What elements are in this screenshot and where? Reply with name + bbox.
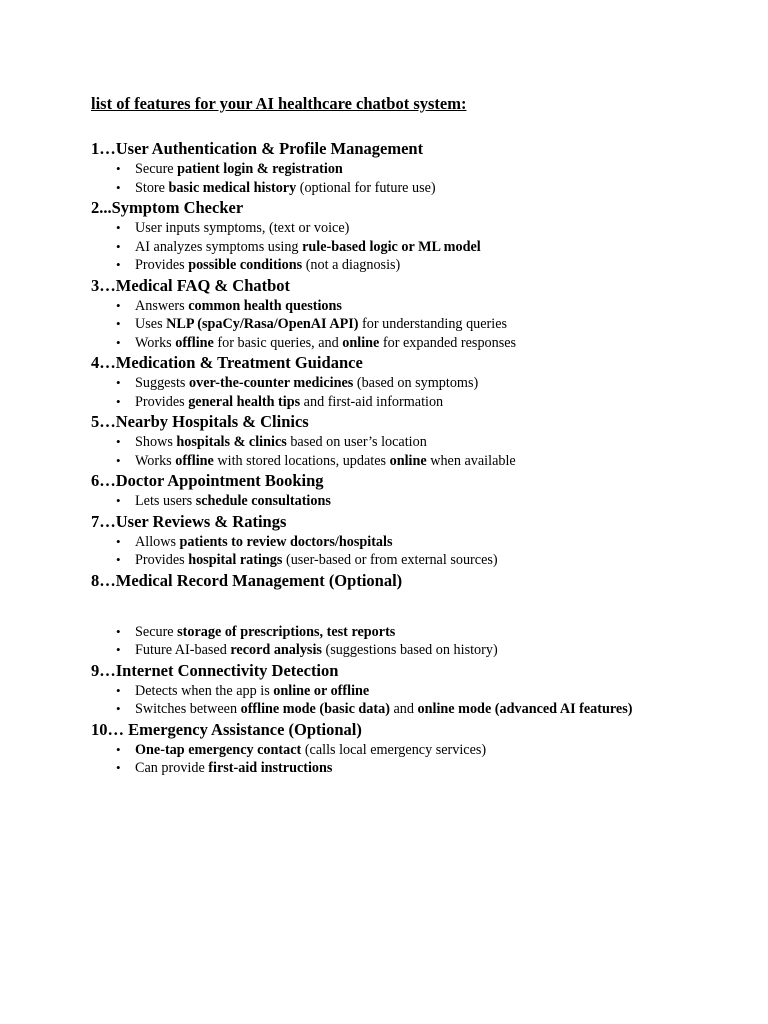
section-number: 5… [91, 412, 116, 431]
section-title: Doctor Appointment Booking [115, 471, 324, 490]
bold-text: patients to review doctors/hospitals [179, 533, 393, 550]
bullet-list [91, 297, 731, 353]
section-heading [91, 138, 731, 160]
bold-text: hospital ratings [188, 552, 283, 568]
text-run: Shows [135, 434, 177, 450]
list-item [91, 256, 731, 275]
text-run: AI analyzes symptoms using [135, 238, 303, 255]
text-run: (suggestions based on history) [321, 642, 498, 658]
section-title: Medication & Treatment Guidance [115, 353, 363, 372]
bold-text: record analysis [230, 642, 322, 658]
text-run: when available [426, 452, 516, 469]
document-title: list of features for your AI healthcare chatbot system: [91, 94, 467, 113]
bold-text: first-aid instructions [208, 760, 333, 776]
list-item [91, 759, 731, 778]
list-item [91, 179, 731, 198]
section-number: 6… [91, 471, 116, 490]
list-item [91, 623, 731, 642]
document-page [91, 93, 731, 778]
section-title: User Reviews & Ratings [115, 511, 287, 531]
bullet-list [91, 623, 731, 660]
text-run: based on user’s location [286, 434, 427, 450]
list-item [91, 492, 731, 511]
list-item [91, 374, 731, 393]
list-item [91, 297, 731, 316]
bold-text: rule-based logic or ML model [302, 238, 481, 255]
section-heading [91, 470, 731, 492]
section-number: 3… [91, 275, 116, 295]
bold-text: schedule consultations [195, 493, 331, 509]
text-run: Uses [135, 316, 167, 332]
bold-text: One-tap emergency contact [135, 741, 302, 758]
section-number: 9… [91, 660, 116, 680]
list-item [91, 700, 731, 719]
section-number: 10… [91, 719, 124, 739]
text-run: User inputs symptoms, (text or voice) [135, 220, 350, 236]
bold-text: offline mode (basic data) [240, 701, 390, 717]
list-item [91, 551, 731, 570]
bold-text: online [389, 452, 427, 469]
section-heading [91, 660, 731, 682]
text-run: Works [135, 334, 176, 351]
text-run: Secure [135, 161, 178, 177]
list-item [91, 160, 731, 179]
text-run: with stored locations, updates [213, 452, 390, 469]
text-run: Can provide [135, 760, 209, 776]
section-heading [91, 511, 731, 533]
section-number: 4… [91, 353, 116, 372]
list-item [91, 452, 731, 471]
text-run: Store [135, 179, 169, 196]
section-heading [91, 352, 731, 374]
section-title: Symptom Checker [111, 198, 244, 217]
section-heading [91, 719, 731, 741]
list-item [91, 315, 731, 334]
section-heading [91, 411, 731, 433]
bullet-list [91, 682, 731, 719]
text-run: Provides [135, 552, 189, 568]
text-run: (optional for future use) [296, 179, 436, 196]
text-run: (calls local emergency services) [301, 741, 487, 758]
text-run: Provides [135, 393, 189, 410]
text-run: Provides [135, 257, 189, 273]
text-run: Detects when the app is [135, 682, 274, 699]
text-run: Future AI-based [135, 642, 231, 658]
text-run: Secure [135, 623, 178, 640]
text-run: for understanding queries [358, 316, 508, 332]
section-heading [91, 275, 731, 297]
section-heading [91, 197, 731, 219]
section-number: 7… [91, 511, 116, 531]
bold-text: general health tips [188, 393, 301, 410]
text-run: Switches between [135, 701, 241, 717]
section-title: Nearby Hospitals & Clinics [115, 412, 309, 431]
section-title: Internet Connectivity Detection [115, 660, 339, 680]
text-run: for expanded responses [379, 334, 517, 351]
bold-text: offline [175, 452, 214, 469]
bullet-list [91, 741, 731, 778]
bold-text: possible conditions [188, 257, 303, 273]
section-number: 1… [91, 139, 116, 158]
text-run: (based on symptoms) [353, 375, 479, 391]
text-run: and first-aid information [300, 393, 444, 410]
bullet-list [91, 374, 731, 411]
list-item [91, 393, 731, 412]
blank-space [91, 592, 731, 623]
text-run: Lets users [135, 493, 196, 509]
bold-text: basic medical history [168, 179, 297, 196]
bullet-list [91, 433, 731, 470]
text-run: Allows [135, 533, 180, 550]
text-run: Answers [135, 297, 189, 314]
bold-text: online or offline [273, 682, 370, 699]
bold-text: hospitals & clinics [176, 434, 287, 450]
bold-text: online mode (advanced AI features) [417, 701, 633, 717]
list-item [91, 641, 731, 660]
section-number: 8… [91, 570, 116, 590]
bullet-list [91, 533, 731, 570]
bold-text: storage of prescriptions, test reports [177, 623, 396, 640]
bold-text: NLP (spaCy/Rasa/OpenAI API) [166, 316, 359, 332]
bold-text: online [342, 334, 380, 351]
section-title: User Authentication & Profile Management [115, 139, 424, 158]
list-item [91, 682, 731, 701]
section-heading [91, 570, 731, 592]
bullet-list [91, 160, 731, 197]
section-title: Medical FAQ & Chatbot [115, 275, 291, 295]
bold-text: over-the-counter medicines [189, 375, 354, 391]
section-title: Emergency Assistance (Optional) [124, 719, 362, 739]
bullet-list [91, 492, 731, 511]
bold-text: patient login & registration [177, 161, 343, 177]
list-item [91, 219, 731, 238]
list-item [91, 433, 731, 452]
text-run: Suggests [135, 375, 189, 391]
list-item [91, 533, 731, 552]
list-item [91, 741, 731, 760]
list-item [91, 238, 731, 257]
text-run: (user-based or from external sources) [282, 552, 498, 568]
bold-text: offline [175, 334, 214, 351]
text-run: (not a diagnosis) [302, 257, 401, 273]
section-title: Medical Record Management (Optional) [115, 570, 403, 590]
feature-list [91, 138, 731, 778]
text-run: and [389, 701, 418, 717]
text-run: Works [135, 452, 176, 469]
section-number: 2... [91, 198, 112, 217]
text-run: for basic queries, and [213, 334, 343, 351]
bullet-list [91, 219, 731, 275]
bold-text: common health questions [188, 297, 342, 314]
list-item [91, 334, 731, 353]
